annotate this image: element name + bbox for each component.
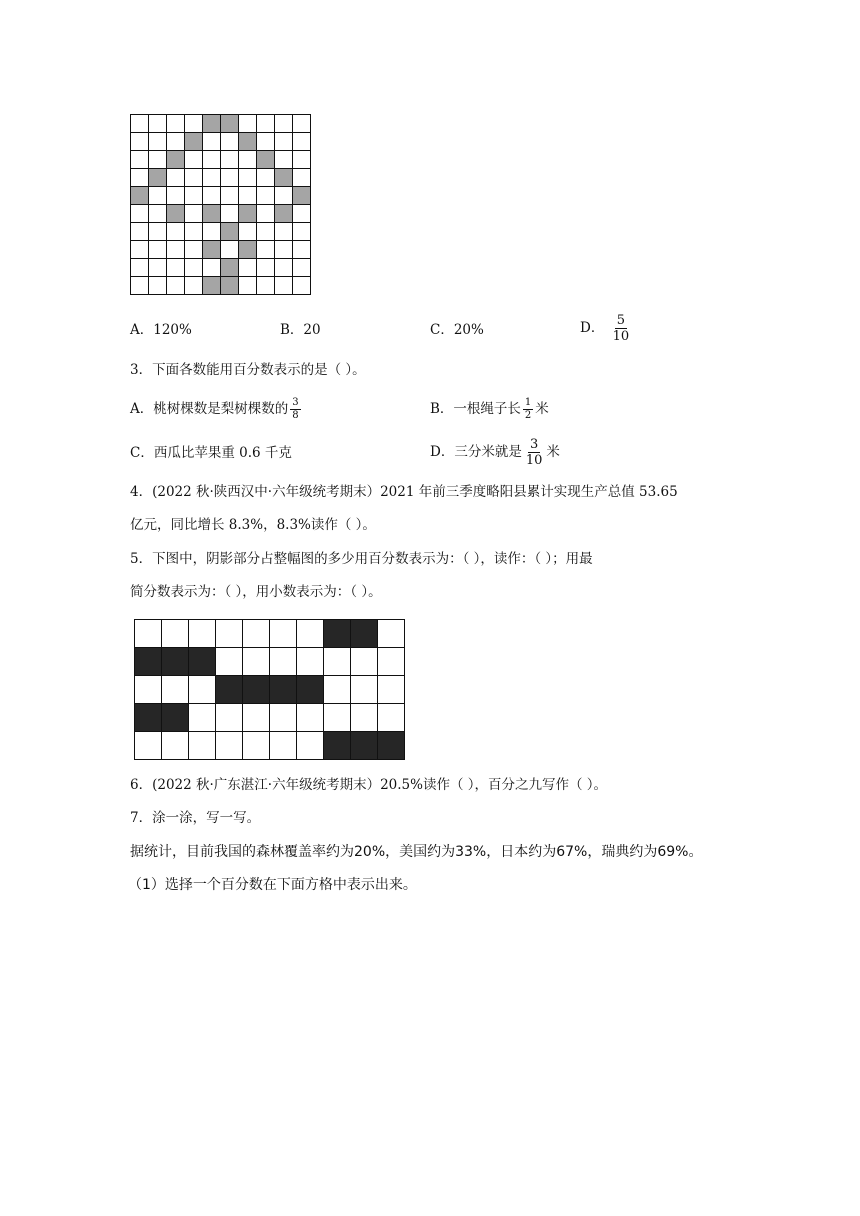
- grid-cell: [270, 732, 297, 760]
- grid-row: [131, 277, 311, 295]
- grid-cell: [293, 241, 311, 259]
- fraction-numerator: 5: [616, 313, 626, 328]
- grid-cell-shaded: [351, 620, 378, 648]
- q7-statistics: 据统计，目前我国的森林覆盖率约为20%，美国约为33%，日本约为67%，瑞典约为69%。: [130, 844, 703, 860]
- q3-option-b: [430, 398, 549, 421]
- grid-cell: [203, 187, 221, 205]
- q3-option-d: [430, 438, 560, 467]
- grid-cell-shaded: [203, 277, 221, 295]
- grid-cell: [185, 241, 203, 259]
- fraction-denominator: 2: [524, 410, 532, 421]
- grid-row: [131, 187, 311, 205]
- grid-cell: [239, 187, 257, 205]
- grid-cell: [293, 205, 311, 223]
- grid-cell: [216, 732, 243, 760]
- grid-cell: [324, 704, 351, 732]
- grid-row: [135, 648, 405, 676]
- grid-cell: [275, 241, 293, 259]
- grid-cell: [257, 115, 275, 133]
- grid-row: [131, 259, 311, 277]
- q2-option-b: B．20: [280, 322, 321, 338]
- shaded-grid-figure-1: [130, 114, 311, 295]
- grid-cell: [257, 169, 275, 187]
- grid-cell: [243, 620, 270, 648]
- fraction-numerator: 1: [524, 397, 532, 408]
- q4-line-1: 4．(2022 秋·陕西汉中·六年级统考期末）2021 年前三季度略阳县累计实现生产总值 53.65: [130, 484, 678, 500]
- grid-cell: [351, 704, 378, 732]
- q3-option-d-unit: 米: [546, 444, 560, 460]
- grid-cell: [275, 133, 293, 151]
- grid-cell: [351, 676, 378, 704]
- grid-cell: [270, 704, 297, 732]
- grid-cell: [293, 151, 311, 169]
- grid-cell: [297, 704, 324, 732]
- q7-stem: 7．涂一涂，写一写。: [130, 810, 261, 826]
- grid-cell-shaded: [378, 732, 405, 760]
- grid-cell-shaded: [324, 732, 351, 760]
- grid-cell: [275, 223, 293, 241]
- grid-row: [131, 115, 311, 133]
- grid-cell: [131, 151, 149, 169]
- grid-cell: [270, 620, 297, 648]
- grid-cell: [378, 704, 405, 732]
- grid-cell: [239, 115, 257, 133]
- grid-cell: [149, 205, 167, 223]
- fraction: [523, 398, 533, 421]
- fraction: [524, 438, 545, 467]
- grid-cell: [203, 259, 221, 277]
- grid-cell: [239, 169, 257, 187]
- grid-cell: [243, 648, 270, 676]
- grid-cell: [293, 223, 311, 241]
- grid-cell-shaded: [189, 648, 216, 676]
- grid-cell: [185, 169, 203, 187]
- grid-cell: [185, 205, 203, 223]
- grid-cell: [216, 620, 243, 648]
- grid-cell: [167, 169, 185, 187]
- fraction: [611, 314, 632, 343]
- grid-cell-shaded: [324, 620, 351, 648]
- grid-cell-shaded: [203, 115, 221, 133]
- grid-cell-shaded: [221, 223, 239, 241]
- q4-line-2: 亿元，同比增长 8.3%，8.3%读作（ ）。: [130, 517, 376, 533]
- shaded-grid-figure-2: [134, 619, 405, 760]
- grid-cell-shaded: [239, 205, 257, 223]
- grid-cell-shaded: [162, 648, 189, 676]
- grid-cell: [189, 704, 216, 732]
- grid-cell: [167, 223, 185, 241]
- grid-cell: [293, 169, 311, 187]
- grid-cell: [167, 241, 185, 259]
- grid-cell-shaded: [275, 169, 293, 187]
- grid-cell-shaded: [203, 205, 221, 223]
- grid-cell-shaded: [185, 133, 203, 151]
- grid-cell: [275, 115, 293, 133]
- grid-cell: [275, 259, 293, 277]
- grid-cell-shaded: [162, 704, 189, 732]
- grid-cell-shaded: [351, 732, 378, 760]
- grid-cell: [185, 223, 203, 241]
- fraction-numerator: 3: [529, 437, 539, 452]
- grid-cell-shaded: [167, 205, 185, 223]
- grid-cell: [239, 259, 257, 277]
- grid-cell: [297, 648, 324, 676]
- grid-cell: [216, 648, 243, 676]
- grid-cell-shaded: [221, 259, 239, 277]
- grid-cell-shaded: [216, 676, 243, 704]
- grid-cell: [185, 115, 203, 133]
- grid-cell: [257, 259, 275, 277]
- grid-cell: [189, 732, 216, 760]
- grid-cell: [203, 169, 221, 187]
- grid-cell: [131, 115, 149, 133]
- grid-cell: [239, 151, 257, 169]
- grid-cell-shaded: [221, 115, 239, 133]
- grid-cell: [216, 704, 243, 732]
- fraction-numerator: 3: [292, 397, 299, 408]
- grid-cell: [378, 676, 405, 704]
- grid-cell: [131, 277, 149, 295]
- grid-cell: [131, 169, 149, 187]
- q3-option-b-unit: 米: [535, 401, 549, 417]
- grid-cell: [162, 620, 189, 648]
- grid-cell: [293, 133, 311, 151]
- grid-row: [135, 676, 405, 704]
- grid-cell-shaded: [239, 133, 257, 151]
- grid-cell: [149, 187, 167, 205]
- grid-cell-shaded: [135, 648, 162, 676]
- grid-cell: [275, 277, 293, 295]
- grid-cell: [131, 205, 149, 223]
- grid-cell: [221, 169, 239, 187]
- grid-cell-shaded: [167, 151, 185, 169]
- q3-option-a-text: A．桃树棵数是梨树棵数的: [130, 401, 289, 417]
- q6-text: 6．(2022 秋·广东湛江·六年级统考期末）20.5%读作（ ），百分之九写作（ ）。: [130, 777, 608, 793]
- fraction-denominator: 10: [612, 329, 630, 344]
- grid-cell: [221, 241, 239, 259]
- grid-cell: [185, 259, 203, 277]
- grid-cell: [167, 133, 185, 151]
- grid-cell-shaded: [203, 241, 221, 259]
- grid-row: [131, 223, 311, 241]
- grid-cell: [135, 620, 162, 648]
- q2-option-d: [580, 314, 633, 343]
- grid-row: [131, 169, 311, 187]
- q3-stem: 3．下面各数能用百分数表示的是（ ）。: [130, 362, 366, 378]
- grid-cell: [189, 676, 216, 704]
- grid-row: [135, 704, 405, 732]
- grid-cell: [131, 133, 149, 151]
- grid-cell: [131, 223, 149, 241]
- fraction-denominator: 8: [292, 410, 299, 421]
- grid-cell: [378, 620, 405, 648]
- q5-line-1: 5．下图中，阴影部分占整幅图的多少用百分数表示为：（ ），读作：（ ）；用最: [130, 551, 593, 567]
- grid-cell: [162, 732, 189, 760]
- grid-cell: [185, 187, 203, 205]
- grid-cell-shaded: [135, 704, 162, 732]
- grid-cell-shaded: [149, 169, 167, 187]
- grid-row: [131, 151, 311, 169]
- grid-cell: [162, 676, 189, 704]
- q3-option-d-text: D．三分米就是: [430, 444, 522, 460]
- fraction: [290, 398, 300, 421]
- grid-cell: [351, 648, 378, 676]
- grid-cell-shaded: [297, 676, 324, 704]
- grid-cell: [257, 223, 275, 241]
- grid-cell: [239, 223, 257, 241]
- grid-cell-shaded: [243, 676, 270, 704]
- grid-cell: [149, 151, 167, 169]
- q7-subquestion-1: （1）选择一个百分数在下面方格中表示出来。: [128, 877, 417, 893]
- q2-option-c: C．20%: [430, 322, 484, 338]
- grid-cell: [167, 259, 185, 277]
- grid-row: [135, 620, 405, 648]
- grid-cell-shaded: [221, 277, 239, 295]
- grid-cell: [185, 277, 203, 295]
- grid-cell: [257, 133, 275, 151]
- grid-cell-shaded: [293, 187, 311, 205]
- grid-cell-shaded: [270, 676, 297, 704]
- grid-cell: [275, 187, 293, 205]
- grid-cell: [131, 259, 149, 277]
- grid-cell: [203, 223, 221, 241]
- grid-cell-shaded: [275, 205, 293, 223]
- grid-cell: [221, 133, 239, 151]
- grid-cell: [275, 151, 293, 169]
- grid-cell: [149, 223, 167, 241]
- q3-option-b-text: B．一根绳子长: [430, 401, 521, 417]
- grid-cell: [297, 620, 324, 648]
- grid-cell-shaded: [257, 151, 275, 169]
- grid-cell: [257, 241, 275, 259]
- grid-cell: [270, 648, 297, 676]
- grid-cell: [149, 259, 167, 277]
- grid-cell: [203, 133, 221, 151]
- grid-cell: [221, 205, 239, 223]
- q5-line-2: 简分数表示为：（ ），用小数表示为：（ ）。: [130, 584, 382, 600]
- fraction-denominator: 10: [525, 453, 543, 468]
- grid-cell: [167, 277, 185, 295]
- grid-cell: [243, 704, 270, 732]
- grid-cell: [293, 115, 311, 133]
- grid-cell: [324, 676, 351, 704]
- grid-cell: [149, 277, 167, 295]
- grid-row: [135, 732, 405, 760]
- q3-option-a: [130, 398, 303, 421]
- grid-cell: [135, 676, 162, 704]
- grid-cell-shaded: [131, 187, 149, 205]
- grid-cell: [167, 187, 185, 205]
- grid-cell: [239, 277, 257, 295]
- grid-cell: [189, 620, 216, 648]
- grid-cell: [149, 115, 167, 133]
- grid-cell: [243, 732, 270, 760]
- grid-cell: [257, 205, 275, 223]
- grid-cell: [293, 277, 311, 295]
- grid-row: [131, 133, 311, 151]
- grid-cell: [149, 133, 167, 151]
- grid-cell: [149, 241, 167, 259]
- q2-option-a: A．120%: [130, 322, 192, 338]
- grid-cell: [203, 151, 221, 169]
- grid-cell: [221, 187, 239, 205]
- grid-row: [131, 205, 311, 223]
- grid-cell: [293, 259, 311, 277]
- grid-cell-shaded: [239, 241, 257, 259]
- q3-option-c: C．西瓜比苹果重 0.6 千克: [130, 445, 292, 461]
- grid-cell: [135, 732, 162, 760]
- grid-cell: [167, 115, 185, 133]
- q2-option-d-label: D．: [580, 320, 605, 336]
- grid-cell: [297, 732, 324, 760]
- grid-cell: [257, 277, 275, 295]
- grid-cell: [131, 241, 149, 259]
- grid-cell: [221, 151, 239, 169]
- grid-row: [131, 241, 311, 259]
- grid-cell: [257, 187, 275, 205]
- grid-cell: [185, 151, 203, 169]
- grid-cell: [324, 648, 351, 676]
- grid-cell: [378, 648, 405, 676]
